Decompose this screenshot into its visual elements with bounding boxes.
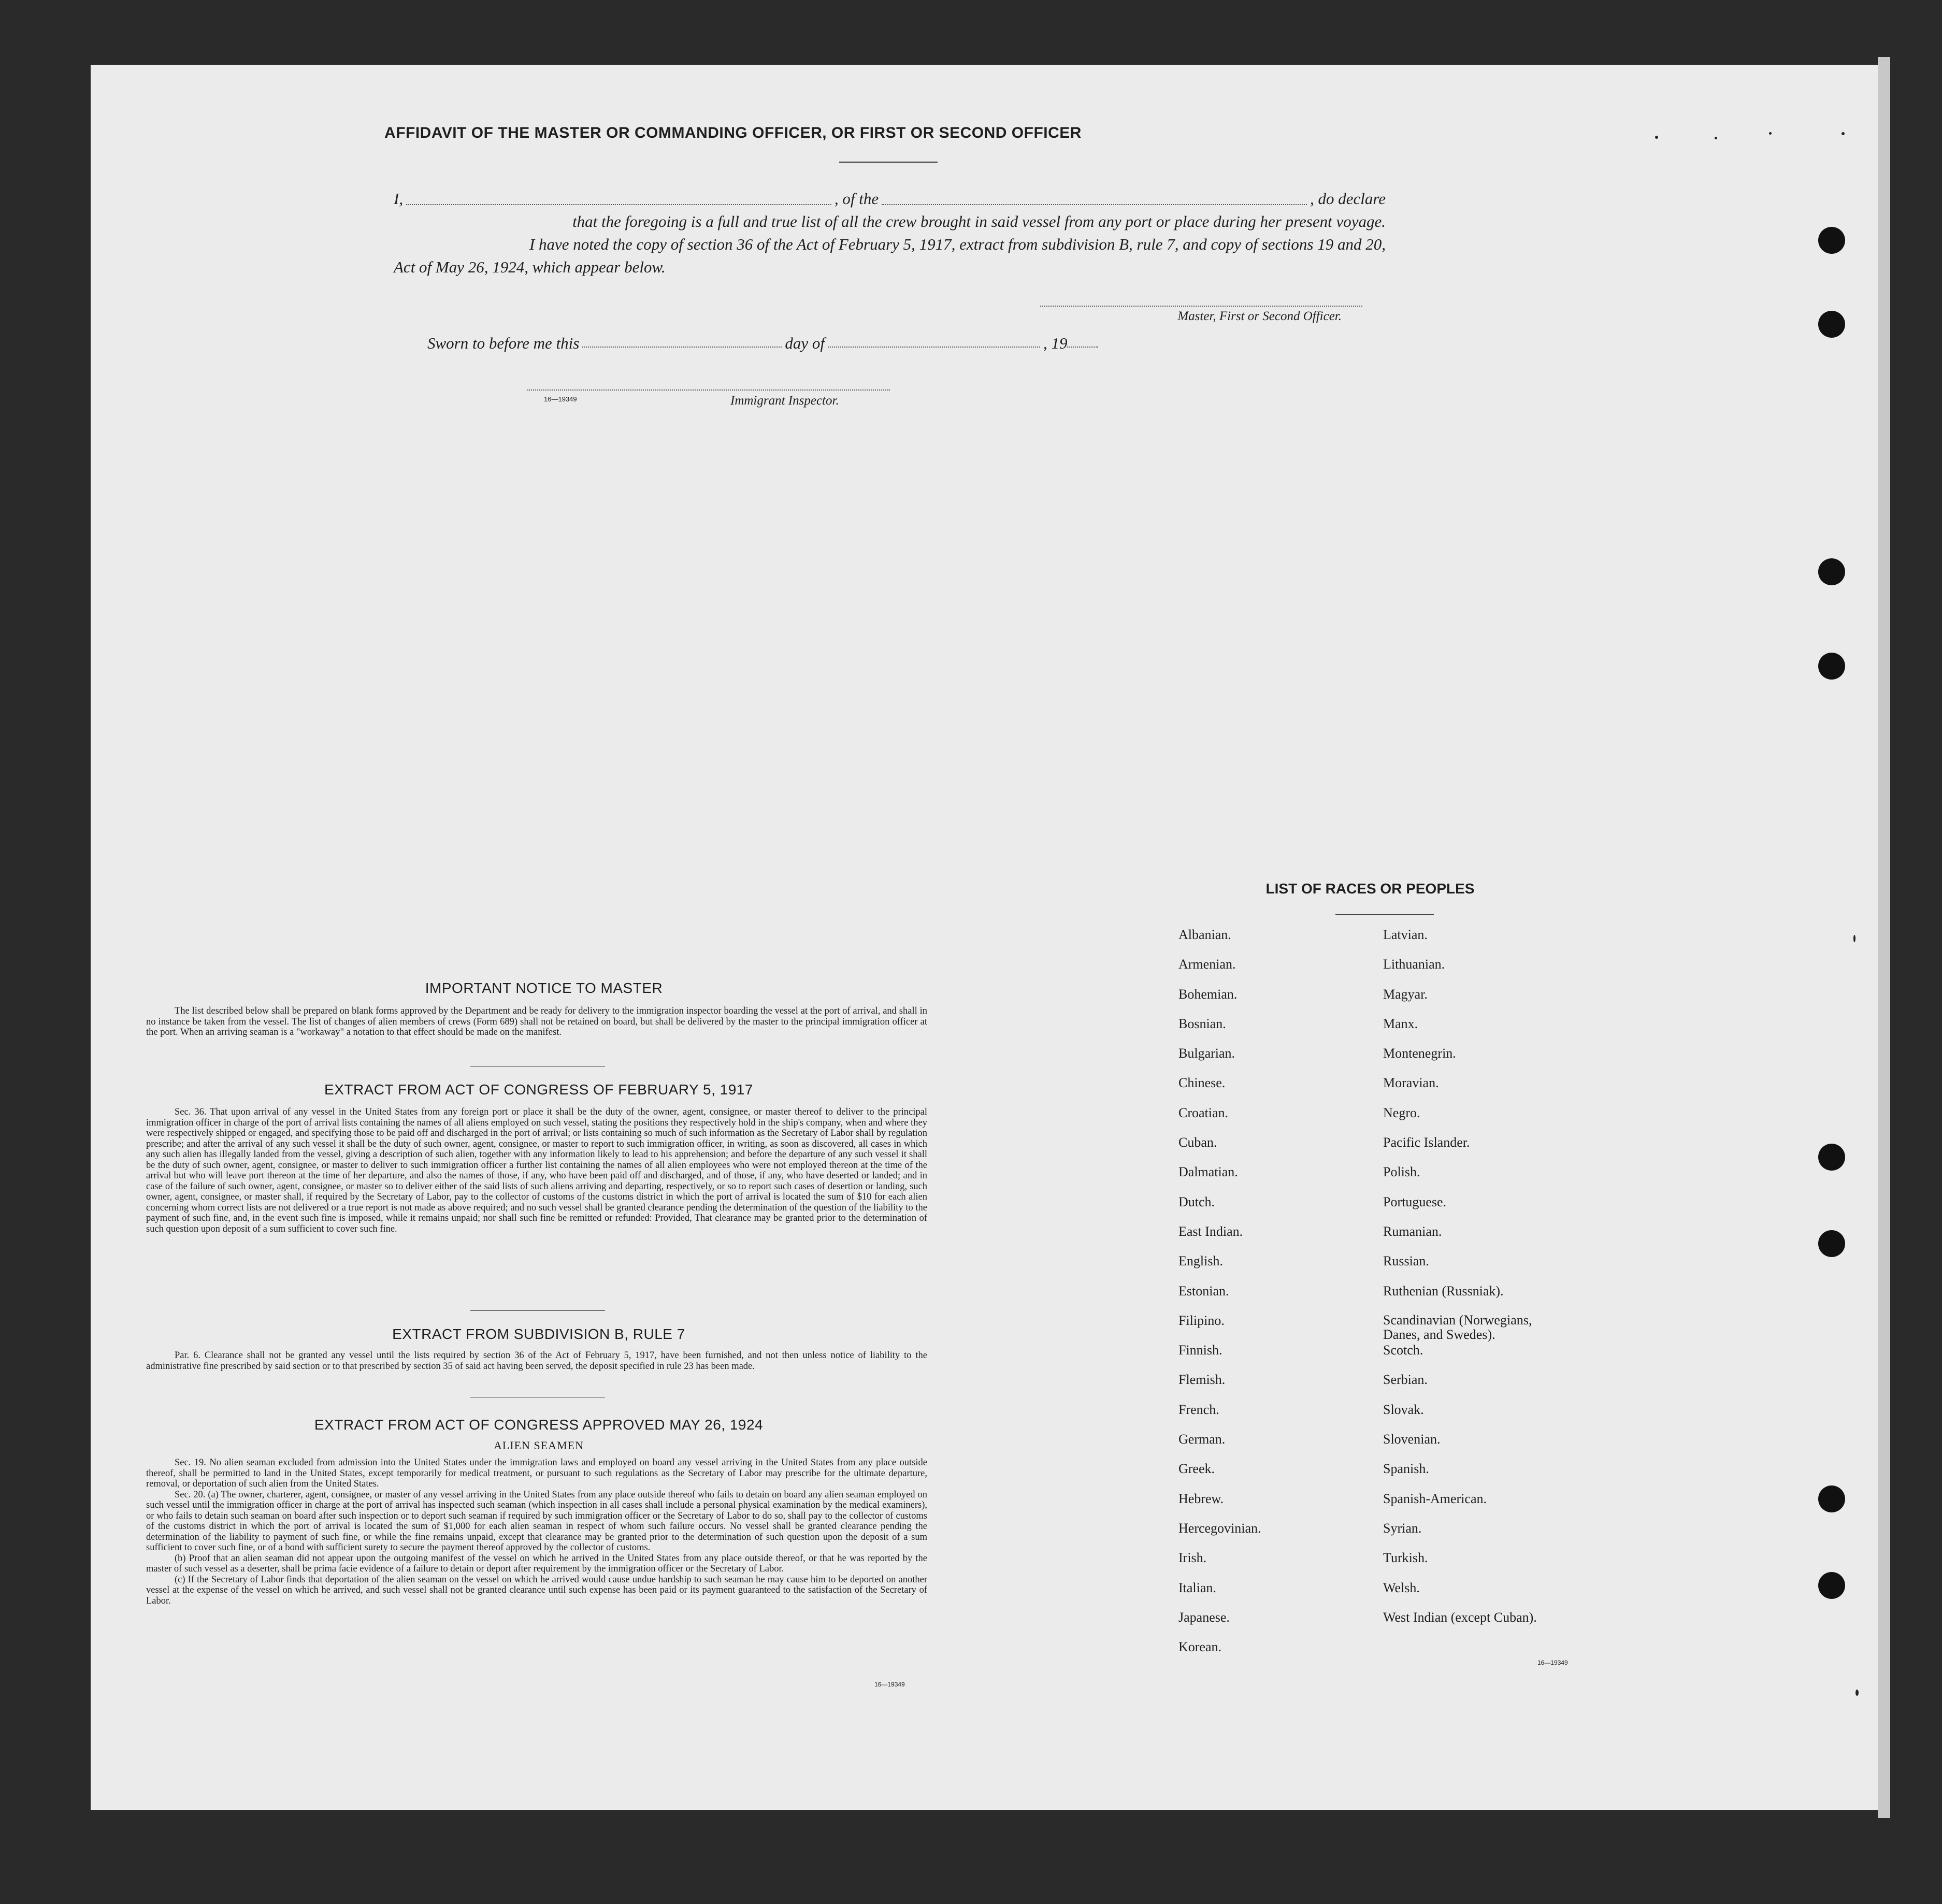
race-item: Lithuanian.: [1383, 957, 1445, 972]
sec20a-text: Sec. 20. (a) The owner, charterer, agent, consignee, or master of any vessel arriving in the United States from any place outside thereof who fails to detain on board any alien seaman employed on such vessel until the immigration officer in charge at the port of arrival has inspected such seaman (which inspection in all cases shall include a personal physical examination by the medical examiners), or who fails to detain such seaman on board after such inspection or to deport such seaman if required by such immigration officer or the Secretary of Labor to do so, shall pay to the collector of customs of the customs district in which the port of arrival is located the sum of $1,000 for each alien seaman in respect of whom such failure occurs. No vessel shall be granted clearance pending the determination of the liability to payment of such fine, or while the fine remains unpaid, except that clearance may be granted prior to the determination of such question upon the deposit of a sum sufficient to cover such fine, or of a bond with sufficient surety to secure the payment thereof approved by the collector of customs.: [146, 1489, 927, 1553]
ink-speck: [1842, 132, 1845, 135]
alien-seamen-subtitle: ALIEN SEAMEN: [494, 1439, 584, 1452]
race-item: Bohemian.: [1178, 986, 1238, 1002]
race-item: Slovak.: [1383, 1402, 1424, 1417]
declaration-line-3: I have noted the copy of section 36 of the Act of February 5, 1917, extract from subdivision B, rule 7, and copy of sections 19 and 20,: [529, 235, 1386, 253]
declaration-i: I,: [394, 190, 404, 208]
race-item: Dutch.: [1178, 1194, 1215, 1209]
sworn-year-prefix: , 19: [1043, 334, 1068, 352]
sec20c-text: (c) If the Secretary of Labor finds that deportation of the alien seaman on the vessel on which he arrived would cause undue hardship to such seaman he may cause him to be deported on another vessel at the expense of the vessel on which he arrived, and such vessel shall not be granted clearance until such expense has been paid or its payment guaranteed to the satisfaction of the Secretary of Labor.: [146, 1574, 927, 1606]
ink-speck: [1853, 935, 1855, 942]
race-item: Flemish.: [1178, 1372, 1226, 1388]
ink-speck: [1855, 1690, 1859, 1696]
page-edge: [1878, 57, 1890, 1818]
race-item: Albanian.: [1178, 927, 1231, 942]
declaration-of-the: , of the: [834, 190, 879, 208]
punch-hole: [1818, 227, 1845, 254]
rule7-text: Par. 6. Clearance shall not be granted any vessel until the lists required by section 36 of the Act of February 5, 1917, have been furnished, and not then unless notice of liability to the administrative fine prescribed by said section or to that prescribed by section 35 of said act having been served, the deposit specified in rule 23 has been made.: [146, 1350, 927, 1372]
punch-hole: [1818, 311, 1845, 338]
race-item: Portuguese.: [1383, 1194, 1447, 1209]
races-column-2: [1383, 927, 1537, 1639]
races-title: LIST OF RACES OR PEOPLES: [1265, 881, 1475, 897]
extract-1917-title: EXTRACT FROM ACT OF CONGRESS OF FEBRUARY 5, 1917: [324, 1081, 753, 1098]
sworn-year-field[interactable]: [1067, 347, 1098, 348]
race-item: Rumanian.: [1383, 1223, 1442, 1239]
declaration-do-declare: , do declare: [1310, 190, 1386, 208]
race-item: Manx.: [1383, 1016, 1418, 1031]
race-item: Pacific Islander.: [1383, 1135, 1470, 1150]
punch-hole: [1818, 653, 1845, 680]
race-item: Bosnian.: [1178, 1016, 1226, 1031]
form-code: 16—19349: [544, 395, 577, 403]
sworn-day-of: day of: [785, 334, 825, 352]
race-item: Syrian.: [1383, 1520, 1422, 1536]
declaration-line-4: Act of May 26, 1924, which appear below.: [394, 258, 666, 276]
race-item: Negro.: [1383, 1105, 1420, 1120]
rule7-title: EXTRACT FROM SUBDIVISION B, RULE 7: [392, 1326, 685, 1342]
divider: [470, 1310, 605, 1311]
form-code: 16—19349: [874, 1681, 905, 1688]
extract-1917-text: Sec. 36. That upon arrival of any vessel in the United States from any foreign port or place it shall be the duty of the owner, agent, consignee, or master thereof to deliver to the principal immigration officer in charge of the port of arrival lists containing the names of all aliens employed on such vessel, stating the positions they respectively hold in the ship's company, when and where they were respectively shipped or engaged, and specifying those to be paid off and discharged in the port of arrival; or lists containing so much of such information as the Secretary of Labor shall by regulation prescribe; and after the arrival of any such vessel it shall be the duty of such owner, agent, consignee, or master to report to such immigration officer, in writing, as soon as discovered, all cases in which any such alien has illegally landed from the vessel, giving a description of such alien, together with any information likely to lead to his apprehension; and before the departure of any such vessel it shall be the duty of such owner, agent, consignee, or master to deliver to such immigration officer a further list containing the names of all alien employees who were not employed thereon at the time of the arrival but who will leave port thereon at the time of her departure, and also the names of those, if any, who have been paid off and discharged, and of those, if any, who have deserted or landed; and in case of the failure of such owner, agent, consignee, or master so to deliver either of the said lists of such aliens arriving and departing, respectively, or so to report such cases of desertion or landing, such owner, agent, consignee, or master shall, if required by the Secretary of Labor, pay to the collector of customs of the customs district in which the port of arrival is located the sum of $10 for each alien concerning whom correct lists are not delivered or a true report is not made as above required; and no such vessel shall be granted clearance pending the determination of the question of the liability to the payment of such fine, and, in the event such fine is imposed, while it remains unpaid; nor shall such fine be remitted or refunded: Provided, That clearance may be granted prior to the determination of such question upon deposit of a sum sufficient to cover such fine.: [146, 1107, 927, 1234]
race-item: Spanish.: [1383, 1461, 1429, 1477]
race-item: English.: [1178, 1253, 1223, 1269]
notice-title: IMPORTANT NOTICE TO MASTER: [425, 980, 663, 996]
race-item: Finnish.: [1178, 1343, 1222, 1358]
affidavit-title: AFFIDAVIT OF THE MASTER OR COMMANDING OFFICER, OR FIRST OR SECOND OFFICER: [384, 124, 1082, 141]
race-item: Italian.: [1178, 1580, 1216, 1595]
race-item: Dalmatian.: [1178, 1164, 1238, 1180]
race-item: Ruthenian (Russniak).: [1383, 1283, 1504, 1299]
ink-speck: [1655, 136, 1658, 139]
punch-hole: [1818, 558, 1845, 585]
master-signature-label: Master, First or Second Officer.: [1177, 309, 1342, 323]
extract-1924-title: EXTRACT FROM ACT OF CONGRESS APPROVED MAY 26, 1924: [314, 1417, 764, 1433]
inspector-label: Immigrant Inspector.: [730, 394, 839, 408]
vessel-field[interactable]: [882, 204, 1307, 205]
races-title-underline: [1335, 914, 1434, 915]
punch-hole: [1818, 1572, 1845, 1599]
title-underline: [839, 162, 938, 163]
race-item: Welsh.: [1383, 1580, 1420, 1595]
races-column-1: [1178, 927, 1261, 1669]
race-item: German.: [1178, 1432, 1226, 1447]
race-item: Filipino.: [1178, 1312, 1225, 1328]
race-item: Hebrew.: [1178, 1491, 1224, 1506]
sworn-text: Sworn to before me this: [427, 334, 580, 352]
declaration-block: [394, 187, 1386, 279]
punch-hole: [1818, 1485, 1845, 1512]
race-item: Magyar.: [1383, 986, 1428, 1002]
race-item: Hercegovinian.: [1178, 1520, 1261, 1536]
race-item: Spanish-American.: [1383, 1491, 1487, 1506]
ink-speck: [1769, 132, 1772, 135]
race-item: East Indian.: [1178, 1223, 1243, 1239]
race-item: Moravian.: [1383, 1075, 1439, 1091]
race-item: Russian.: [1383, 1253, 1429, 1269]
race-item: Turkish.: [1383, 1550, 1428, 1566]
race-item: Croatian.: [1178, 1105, 1229, 1120]
race-item: Scandinavian (Norwegians, Danes, and Swedes).: [1383, 1312, 1532, 1342]
race-item: Serbian.: [1383, 1372, 1428, 1388]
inspector-signature-field[interactable]: [527, 390, 890, 391]
race-item: Montenegrin.: [1383, 1046, 1456, 1061]
punch-hole: [1818, 1144, 1845, 1171]
extract-1924-text: [146, 1458, 927, 1606]
sec20b-text: (b) Proof that an alien seaman did not appear upon the outgoing manifest of the vessel on which he arrived in the United States from any place outside thereof, or that he was reported by the master of such vessel as a deserter, shall be prima facie evidence of a failure to detain or deport after requirement by the immigration officer or the Secretary of Labor.: [146, 1553, 927, 1574]
race-item: Scotch.: [1383, 1343, 1423, 1358]
race-item: Cuban.: [1178, 1135, 1217, 1150]
race-item: Greek.: [1178, 1461, 1215, 1477]
notice-text: The list described below shall be prepared on blank forms approved by the Department and be ready for delivery to the immigration inspector boarding the vessel at the port of arrival, and shall in no instance be taken from the vessel. The list of changes of alien members of crews (Form 689) shall not be retained on board, but shall be delivered by the master to the principal immigration officer at the port. When an arriving seaman is a "workaway" a notation to that effect should be made on the manifest.: [146, 1006, 927, 1037]
race-item: West Indian (except Cuban).: [1383, 1609, 1537, 1625]
declaration-line-2: that the foregoing is a full and true list of all the crew brought in said vessel from any port or place during her present voyage.: [572, 212, 1386, 230]
sworn-line: [427, 334, 1153, 353]
form-code: 16—19349: [1537, 1659, 1568, 1666]
race-item: Armenian.: [1178, 957, 1236, 972]
race-item: Slovenian.: [1383, 1432, 1441, 1447]
sworn-month-field[interactable]: [828, 347, 1040, 348]
race-item: Polish.: [1383, 1164, 1420, 1180]
race-item: Chinese.: [1178, 1075, 1226, 1091]
race-item: Bulgarian.: [1178, 1046, 1235, 1061]
ink-speck: [1715, 137, 1717, 139]
race-item: Japanese.: [1178, 1609, 1230, 1625]
sworn-day-field[interactable]: [582, 347, 782, 348]
race-item: Estonian.: [1178, 1283, 1229, 1299]
race-item: French.: [1178, 1402, 1219, 1417]
sec19-text: Sec. 19. No alien seaman excluded from admission into the United States under the immigration laws and employed on board any vessel arriving in the United States from any place outside thereof, shall be permitted to land in the United States, except temporarily for medical treatment, or pursuant to such regulations as the Secretary of Labor may prescribe for the ultimate departure, removal, or deportation of such alien from the United States.: [146, 1458, 927, 1489]
name-field[interactable]: [406, 204, 831, 205]
master-signature-field[interactable]: [1040, 306, 1362, 307]
race-item: Irish.: [1178, 1550, 1207, 1566]
race-item: Korean.: [1178, 1639, 1222, 1655]
punch-hole: [1818, 1230, 1845, 1257]
race-item: Latvian.: [1383, 927, 1428, 942]
